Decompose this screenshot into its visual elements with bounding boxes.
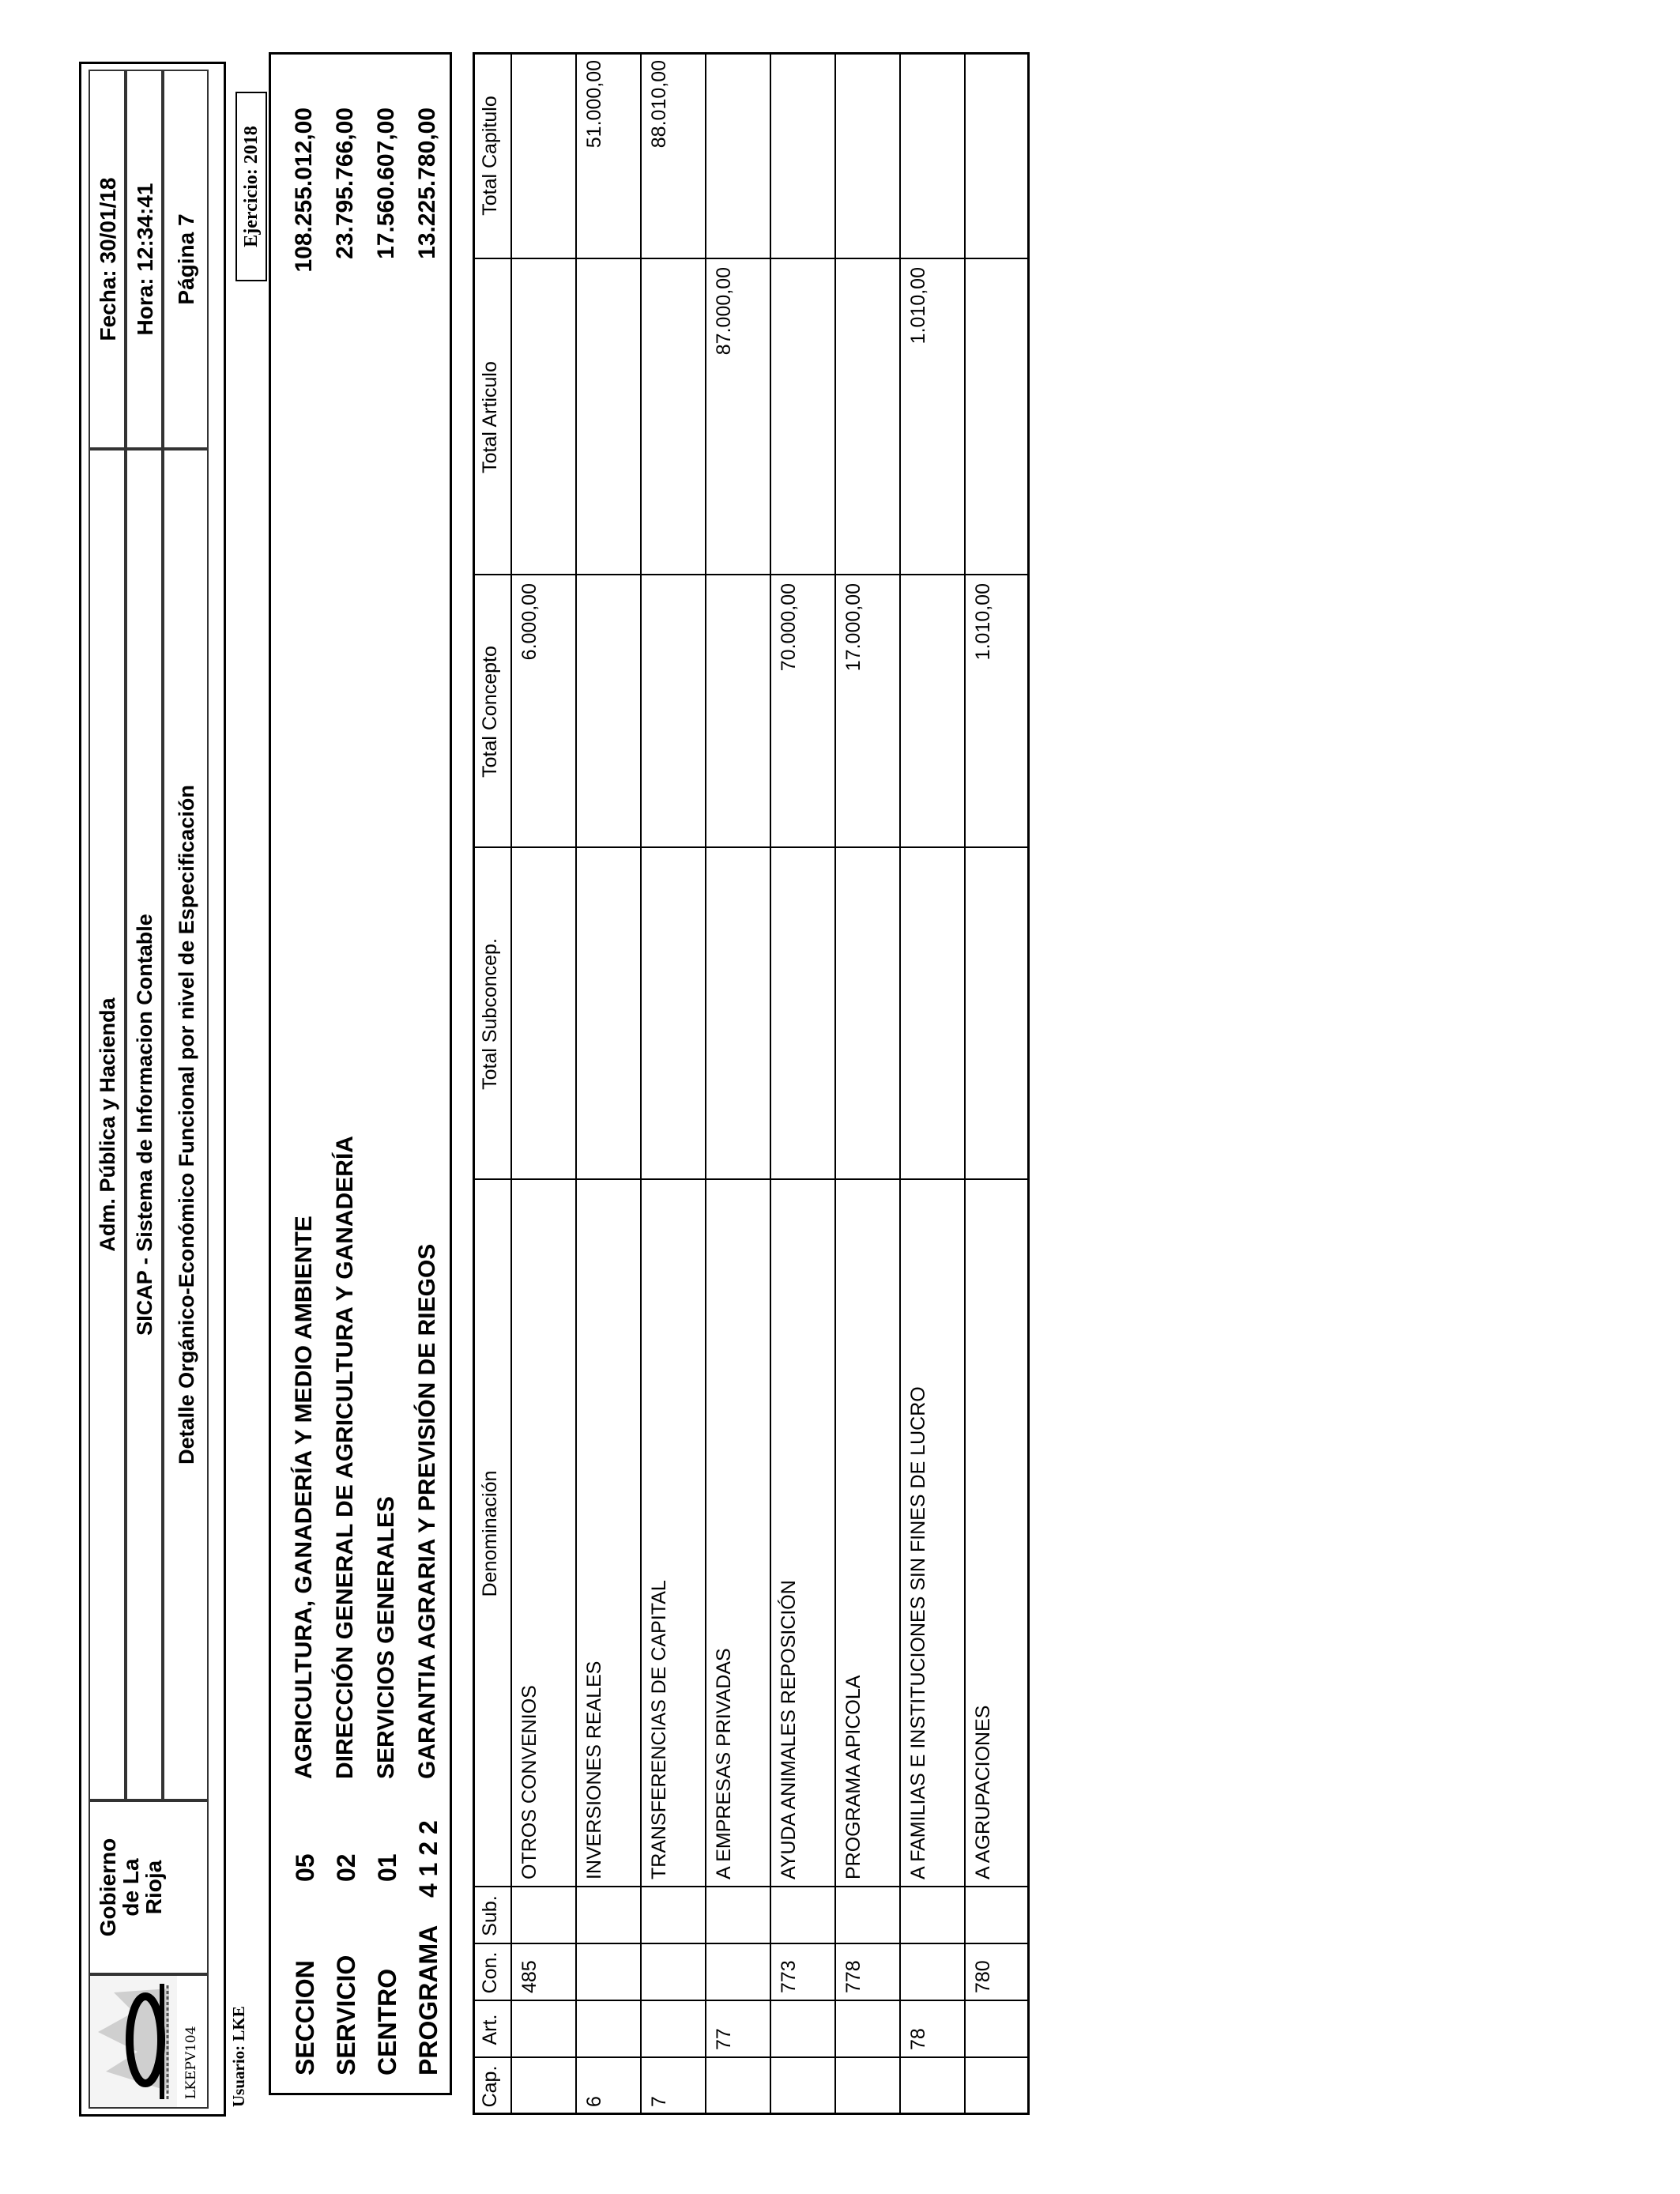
cell-den: A AGRUPACIONES xyxy=(972,1705,994,1879)
org-name xyxy=(96,1802,165,1973)
ejercicio-box xyxy=(235,92,267,281)
cell-den: AYUDA ANIMALES REPOSICIÓN xyxy=(778,1580,800,1879)
org-box xyxy=(89,1800,209,1974)
budget-table xyxy=(473,52,1030,2115)
title-line-1: Adm. Pública y Hacienda xyxy=(89,449,126,1800)
cell-con: 485 xyxy=(518,1960,541,1993)
table-row xyxy=(510,52,575,2115)
info-amount: 108.255.012,00 xyxy=(291,107,317,273)
column-header-den: Denominación xyxy=(479,1470,501,1597)
cell-art: 77 xyxy=(713,2028,735,2050)
info-amount: 13.225.780,00 xyxy=(414,107,440,259)
cell-art: 78 xyxy=(907,2028,929,2050)
table-row xyxy=(640,52,705,2115)
info-amount: 23.795.766,00 xyxy=(332,107,358,259)
cell-cap: 7 xyxy=(648,2096,670,2107)
title-line-2: SICAP - Sistema de Informacion Contable xyxy=(126,449,163,1800)
usuario: Usuario: LKE xyxy=(229,2006,248,2107)
org-line-1: Gobierno xyxy=(96,1838,120,1937)
table-row xyxy=(834,52,899,2115)
cell-den: OTROS CONVENIOS xyxy=(518,1685,541,1879)
title-line-3: Detalle Orgánico-Económico Funcional por nivel de Especificación xyxy=(163,449,209,1800)
table-row xyxy=(705,52,770,2115)
cell-concepto: 6.000,00 xyxy=(518,583,541,661)
table-row xyxy=(770,52,834,2115)
hora: Hora: 12:34:41 xyxy=(126,70,163,449)
pagina: Página 7 xyxy=(163,70,209,449)
cell-den: PROGRAMA APICOLA xyxy=(842,1675,864,1879)
column-header-capitulo: Total Capitulo xyxy=(479,96,501,216)
info-label: SECCION xyxy=(291,1960,319,2075)
column-header-subconcep: Total Subconcep. xyxy=(479,938,501,1090)
info-code: 4 1 2 2 xyxy=(414,1820,443,1898)
cell-den: INVERSIONES REALES xyxy=(583,1661,605,1879)
column-header-sub: Sub. xyxy=(479,1895,501,1936)
cell-concepto: 70.000,00 xyxy=(778,583,800,672)
info-amount: 17.560.607,00 xyxy=(373,107,399,259)
table-row xyxy=(575,52,640,2115)
info-name: DIRECCIÓN GENERAL DE AGRICULTURA Y GANADERÍA xyxy=(332,1136,358,1779)
cell-con: 780 xyxy=(972,1960,994,1993)
table-row xyxy=(964,52,1029,2115)
info-label: SERVICIO xyxy=(332,1955,360,2075)
cell-cap: 6 xyxy=(583,2096,605,2107)
cell-articulo: 87.000,00 xyxy=(713,267,735,356)
info-label: CENTRO xyxy=(373,1968,401,2075)
cell-concepto: 1.010,00 xyxy=(972,583,994,661)
info-code: 05 xyxy=(291,1853,319,1882)
info-name: GARANTIA AGRARIA Y PREVISIÓN DE RIEGOS xyxy=(414,1243,440,1779)
fecha: Fecha: 30/01/18 xyxy=(89,70,126,449)
cell-con: 773 xyxy=(778,1960,800,1993)
info-name: SERVICIOS GENERALES xyxy=(373,1496,399,1779)
table-row xyxy=(899,52,964,2115)
org-line-3: Rioja xyxy=(141,1860,166,1915)
info-label: PROGRAMA xyxy=(414,1924,443,2075)
cell-capitulo: 88.010,00 xyxy=(648,60,670,149)
info-code: 01 xyxy=(373,1853,401,1882)
cell-den: TRANSFERENCIAS DE CAPITAL xyxy=(648,1580,670,1879)
column-header-art: Art. xyxy=(479,2014,501,2045)
cell-con: 778 xyxy=(842,1960,864,1993)
column-header-cap: Cap. xyxy=(479,2065,501,2108)
ejercicio: Ejercicio: 2018 xyxy=(241,126,262,247)
cell-den: A FAMILIAS E INSTITUCIONES SIN FINES DE LUCRO xyxy=(907,1386,929,1879)
logo-box xyxy=(89,1974,209,2109)
column-header-concepto: Total Concepto xyxy=(479,646,501,778)
column-header-articulo: Total Articulo xyxy=(479,361,501,473)
column-header-con: Con. xyxy=(479,1951,501,1994)
cell-concepto: 17.000,00 xyxy=(842,583,864,672)
cell-den: A EMPRESAS PRIVADAS xyxy=(713,1648,735,1879)
info-name: AGRICULTURA, GANADERÍA Y MEDIO AMBIENTE xyxy=(291,1216,317,1779)
info-code: 02 xyxy=(332,1853,360,1882)
cell-articulo: 1.010,00 xyxy=(907,267,929,345)
org-line-2: de La xyxy=(119,1858,143,1917)
la-rioja-seal-icon xyxy=(90,1976,177,2107)
report-code: LKEPV104 xyxy=(183,2026,199,2099)
cell-capitulo: 51.000,00 xyxy=(583,60,605,149)
